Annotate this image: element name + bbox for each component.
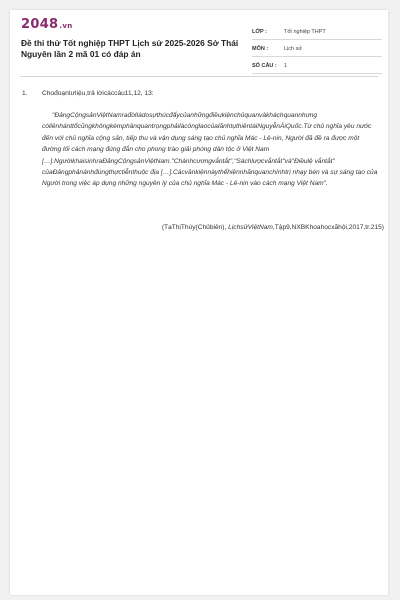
meta-row-class [252, 24, 382, 40]
meta-count-value: 1 [284, 62, 288, 69]
logo-brand: 2048 [21, 17, 59, 32]
site-logo[interactable] [21, 17, 73, 32]
logo-extension: .vn [59, 22, 73, 30]
meta-row-count [252, 58, 382, 74]
meta-count-label: SỐ CÂU : [252, 62, 277, 69]
meta-subject-value: Lịch sử [284, 45, 303, 52]
document-header [10, 10, 388, 72]
meta-class-value: Tốt nghiệp THPT [284, 28, 326, 35]
exam-meta [252, 24, 382, 75]
citation-book: LịchsửViệtNam [228, 224, 273, 231]
header-divider [20, 76, 378, 77]
meta-row-subject [252, 41, 382, 57]
citation-rest: ,Tập9,NXBKhoahọcxãhội,2017,tr.215) [272, 224, 384, 231]
question-intro: Chođoạntưliệu,trả lờicáccâu11,12, 13: [42, 90, 154, 97]
document-page [10, 10, 388, 595]
meta-subject-label: MÔN : [252, 45, 269, 52]
document-title: Đề thi thử Tốt nghiệp THPT Lịch sử 2025-2026 Sở Thái Nguyên lần 2 mã 01 có đáp án [21, 38, 239, 59]
question-number: 1. [22, 90, 28, 97]
passage-citation [42, 224, 384, 231]
meta-class-label: LỚP : [252, 28, 267, 35]
citation-author: (TạThịThúy(Chủbiên), [161, 224, 229, 231]
source-passage: "ĐảngCộngsảnViệtNamrađờilàdosựthúcđẩycủanhữngđiềukiệnchủquanvàkháchquannhưng cóliênhánttổcũngkhôngkémphầnquantrọngphảilàcônglaocủalãnhtụthiêntàiNguyễnÁiQuốc.Từ chủ nghĩa yêu nước đến với chủ nghĩa cộng sản, tiếp thu và vận dụng sáng tạo chủ nghĩa Mác - Lê-nin, Người đã đề ra được một đường lối cách mạng đúng đắn cho phong trào giải phóng dân tộc ở Việt Nam […].NgườikhaisinhraĐảngCộngsảnViệtNam."Chánhcươngvắntắt","Sáchlượcvắntắt"và"Điềulệ vắntắt" củaĐảngphảnánhđúngthựctiễnthuộc địa […].Cácvănkiệnnàythểhiệnnhãnquanchínhtrị nhạy bén và sự sáng tạo của Người trong việc áp dụng những nguyên lý của chủ nghĩa Mác - Lê-nin vào cách mạng Việt Nam". [42, 112, 378, 188]
